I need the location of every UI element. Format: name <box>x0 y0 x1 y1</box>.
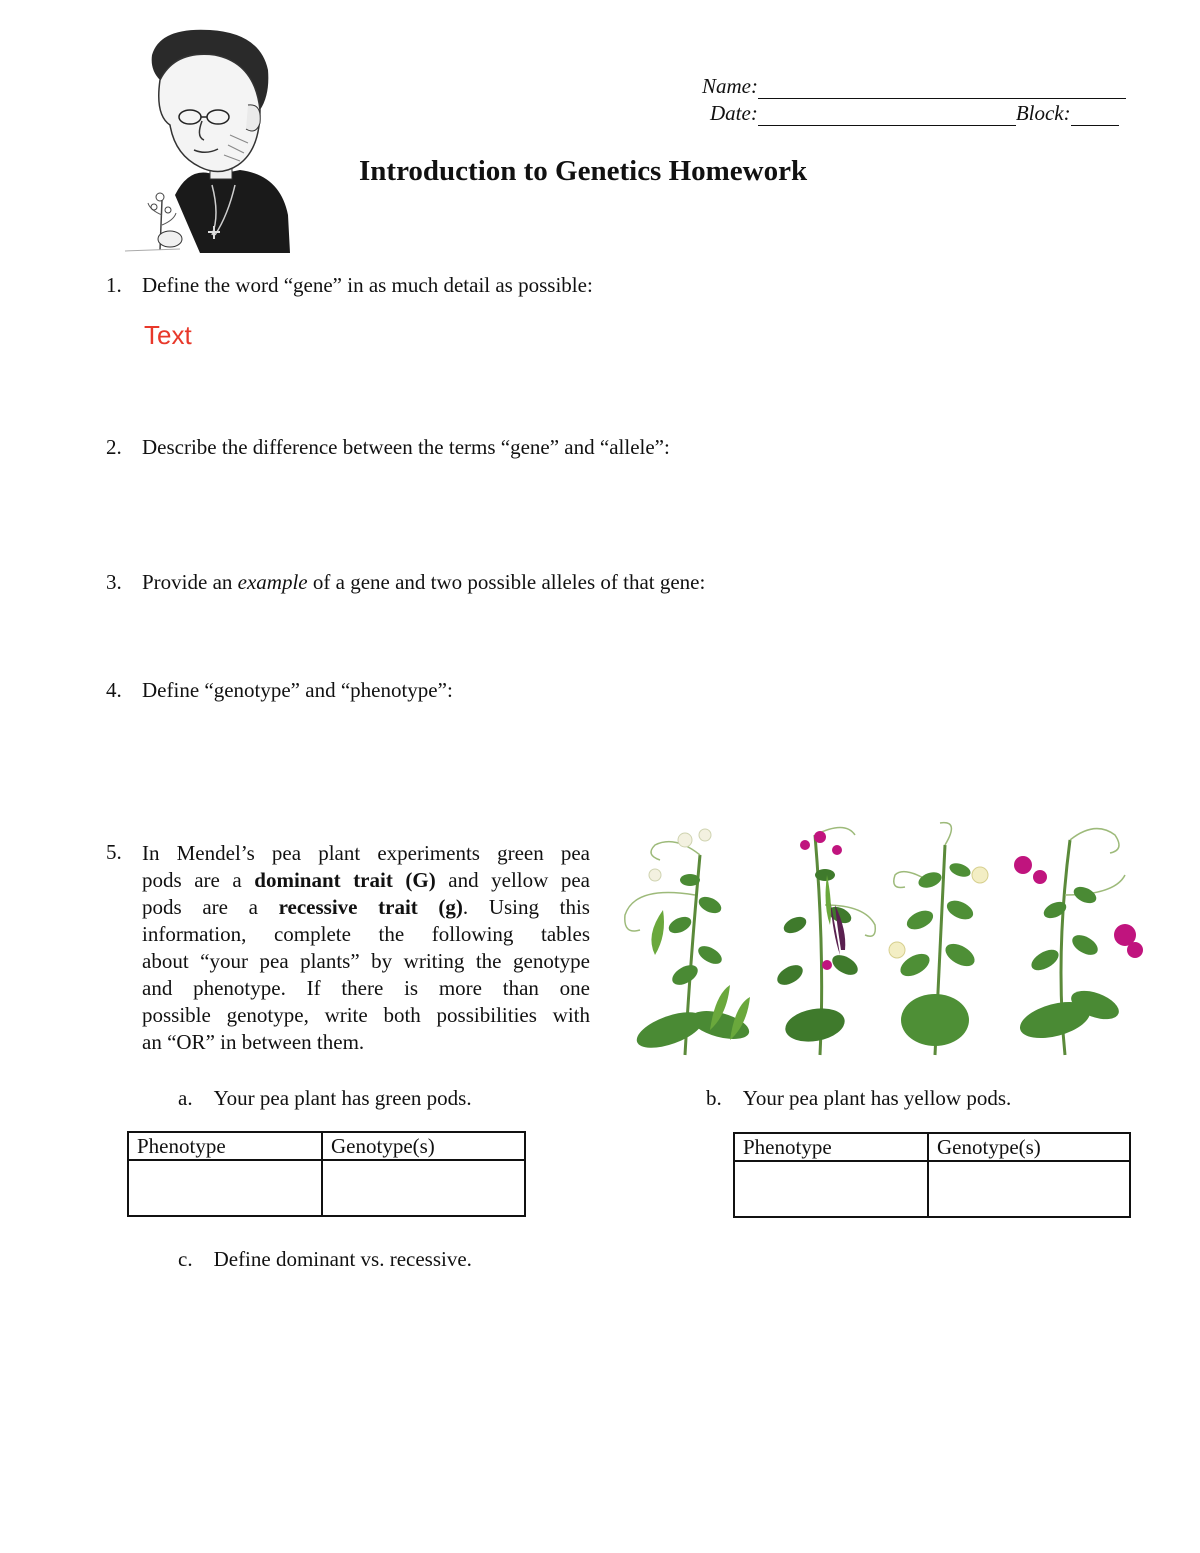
question-5-paragraph <box>142 840 590 1056</box>
date-blank[interactable] <box>758 105 1016 126</box>
table-a-header-genotype: Genotype(s) <box>322 1132 525 1160</box>
table-b-header-genotype: Genotype(s) <box>928 1133 1130 1161</box>
block-label: Block: <box>1015 101 1071 125</box>
page-title: Introduction to Genetics Homework <box>359 155 808 187</box>
question-3-text-b: of a gene and two possible alleles of that gene: <box>307 570 706 594</box>
question-4-number: 4. <box>106 678 122 702</box>
question-5-line: an “OR” in between them. <box>142 1030 365 1054</box>
date-block-field[interactable] <box>710 101 1119 126</box>
question-5-line: In Mendel’s pea plant experiments green pea <box>142 841 590 865</box>
mendel-portrait-image <box>120 25 295 255</box>
name-label: Name: <box>702 74 758 98</box>
name-blank[interactable] <box>758 78 1126 99</box>
question-1-text: Define the word “gene” in as much detail as possible: <box>142 273 593 297</box>
table-b-phenotype-cell[interactable] <box>734 1161 928 1217</box>
subquestion-a-text: Your pea plant has green pods. <box>213 1086 472 1110</box>
question-5-line <box>142 867 590 894</box>
subquestion-b-letter: b. <box>706 1086 722 1110</box>
table-b-header-phenotype: Phenotype <box>734 1133 928 1161</box>
question-4-text: Define “genotype” and “phenotype”: <box>142 678 453 702</box>
question-5-text: . Using this <box>462 895 590 919</box>
pea-plants-image <box>615 815 1145 1060</box>
question-5-text: pods are a <box>142 895 279 919</box>
question-5-line: possible genotype, write both possibilities with <box>142 1003 590 1027</box>
question-3-text <box>142 570 705 595</box>
table-b-genotype-cell[interactable] <box>928 1161 1130 1217</box>
subquestion-c <box>178 1246 472 1273</box>
dominant-trait-term: dominant trait (G) <box>254 868 436 892</box>
table-yellow-pods <box>733 1132 1131 1218</box>
question-5-line: information, complete the following tables <box>142 922 590 946</box>
question-2-text: Describe the difference between the terms “gene” and “allele”: <box>142 435 670 459</box>
question-2-number: 2. <box>106 435 122 459</box>
question-5-text: and yellow pea <box>435 868 590 892</box>
question-5-line <box>142 894 590 921</box>
question-3-text-a: Provide an <box>142 570 238 594</box>
subquestion-b-text: Your pea plant has yellow pods. <box>742 1086 1012 1110</box>
question-1-number: 1. <box>106 273 122 297</box>
table-a-header-phenotype: Phenotype <box>128 1132 322 1160</box>
table-green-pods <box>127 1131 526 1217</box>
recessive-trait-term: recessive trait (g) <box>278 895 463 919</box>
question-5-text: pods are a <box>142 868 255 892</box>
name-field[interactable] <box>702 74 1126 99</box>
date-label: Date: <box>710 101 758 125</box>
subquestion-c-letter: c. <box>178 1247 193 1271</box>
question-1-answer[interactable]: Text <box>144 320 192 350</box>
subquestion-a-letter: a. <box>178 1086 193 1110</box>
block-blank[interactable] <box>1071 105 1119 126</box>
question-3-number: 3. <box>106 570 122 594</box>
question-5-number: 5. <box>106 840 122 864</box>
subquestion-b <box>706 1085 1011 1112</box>
question-5-line: and phenotype. If there is more than one <box>142 976 590 1000</box>
subquestion-a <box>178 1085 472 1112</box>
table-a-genotype-cell[interactable] <box>322 1160 525 1216</box>
question-5-line: about “your pea plants” by writing the genotype <box>142 949 590 973</box>
subquestion-c-text: Define dominant vs. recessive. <box>213 1247 472 1271</box>
table-a-phenotype-cell[interactable] <box>128 1160 322 1216</box>
question-3-emphasis: example <box>237 570 308 594</box>
